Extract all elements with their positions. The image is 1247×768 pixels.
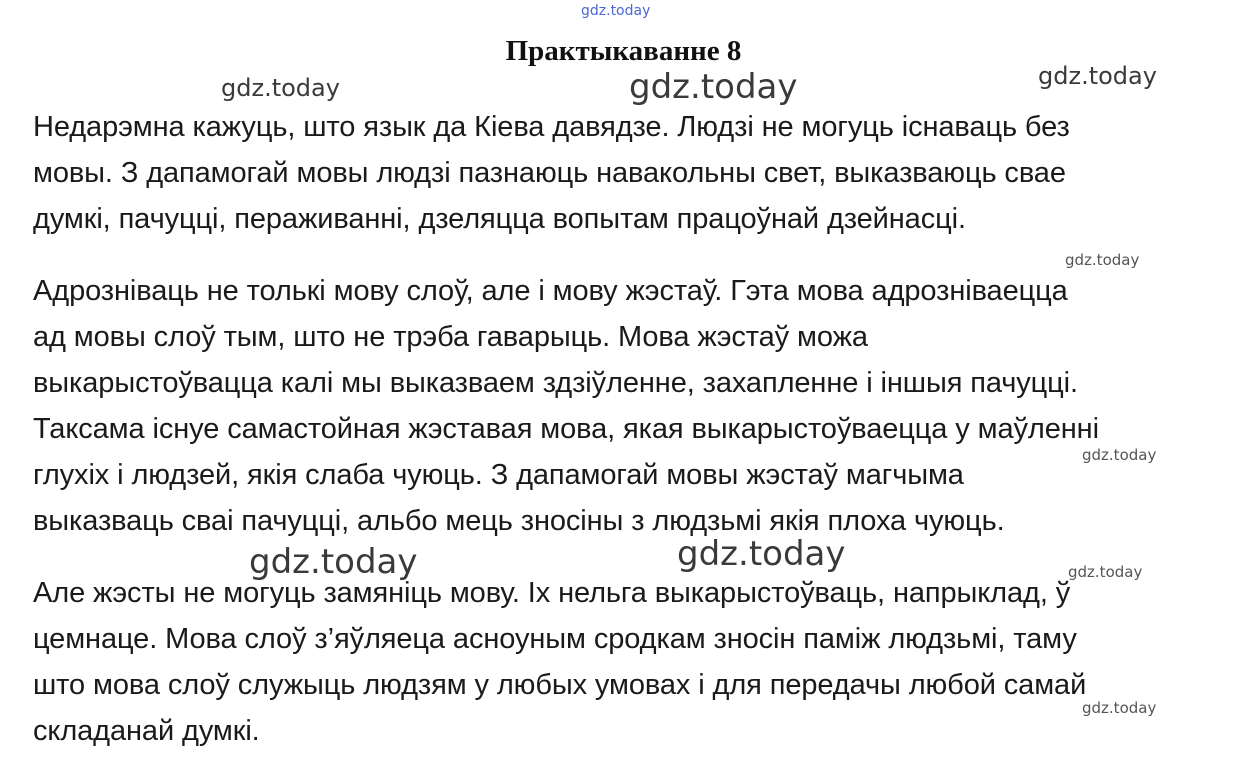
paragraph-line: мовы. З дапамогай мовы людзі пазнаюць навакольны свет, выказваюць свае [33,157,1066,189]
paragraph-line: Недарэмна кажуць, што язык да Кіева давядзе. Людзі не могуць існаваць без [33,111,1070,143]
watermark: gdz.today [249,542,418,582]
paragraph-line: думкі, пачуцці, пераживанні, дзеляцца вопытам працоўнай дзейнасці. [33,203,966,235]
watermark-top: gdz.today [581,3,651,19]
paragraph-line: Таксама існуе самастойная жэставая мова, якая выкарыстоўваецца у маўленні [33,413,1099,445]
watermark: gdz.today [1068,563,1143,581]
watermark: gdz.today [1065,251,1140,269]
paragraph-1 [33,104,1223,242]
paragraph-line: глухіх і людзей, якія слаба чуюць. З дапамогай мовы жэстаў магчыма [33,459,964,491]
paragraph-line: выказваць сваі пачуцці, альбо мець зносіны з людзьмі якія плоха чуюць. [33,505,1005,537]
paragraph-line: складанай думкі. [33,715,260,747]
paragraph-line: Але жэсты не могуць замяніць мову. Іх нельга выкарыстоўваць, напрыклад, ў [33,577,1071,609]
page-title: Практыкаванне 8 [505,35,742,67]
paragraph-3 [33,570,1223,754]
paragraph-line: выкарыстоўвацца калі мы выказваем здзіўленне, захапленне і іншыя пачуцці. [33,367,1078,399]
paragraph-line: што мова слоў служыць людзям у любых умовах і для передачы любой самай [33,669,1087,701]
paragraph-line: Адрозніваць не толькі мову слоў, але і мову жэстаў. Гэта мова адрозніваецца [33,275,1068,307]
watermark: gdz.today [221,74,340,102]
watermark: gdz.today [1082,699,1157,717]
paragraph-2 [33,268,1223,544]
watermark: gdz.today [629,67,798,107]
paragraph-line: ад мовы слоў тым, што не трэба гаварыць. Мова жэстаў можа [33,321,868,353]
watermark: gdz.today [677,534,846,574]
watermark: gdz.today [1038,62,1157,90]
paragraph-line: цемнаце. Мова слоў з’яўляеца асноуным сродкам зносін паміж людзьмі, таму [33,623,1077,655]
watermark: gdz.today [1082,446,1157,464]
